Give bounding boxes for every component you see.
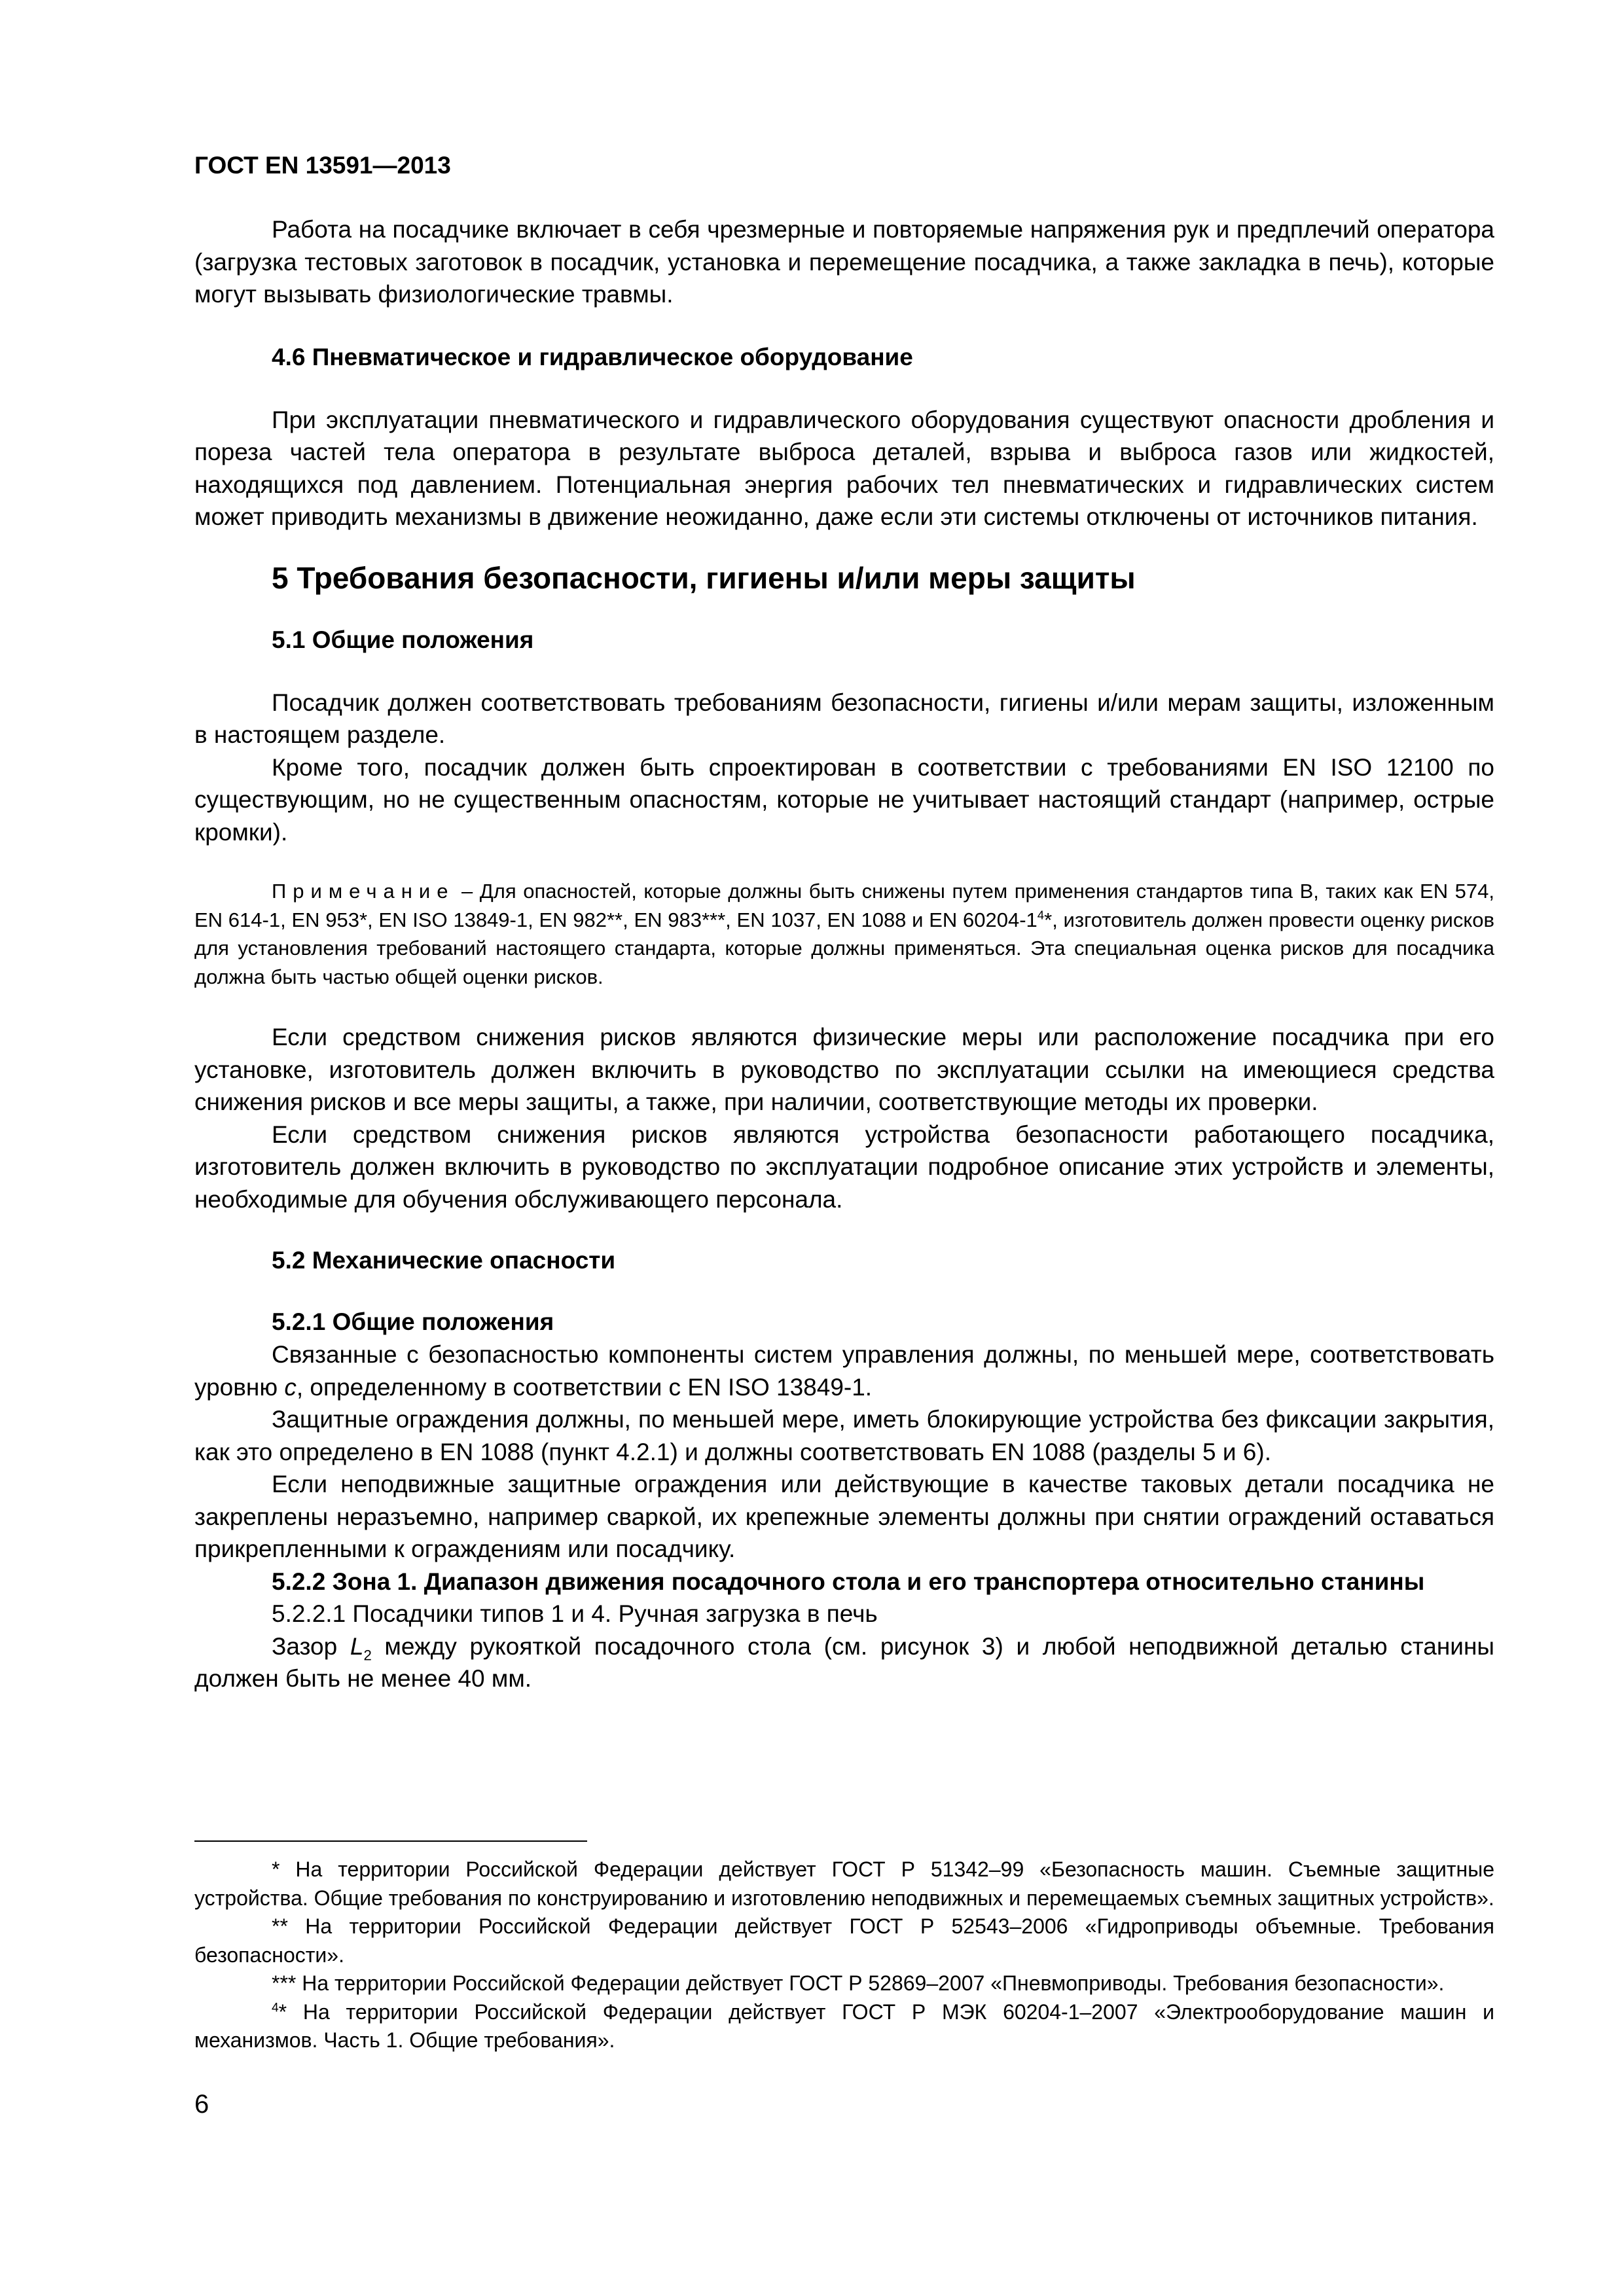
paragraph-text: между рукояткой посадочного стола (см. рисунок 3) и любой неподвижной деталью станины должен быть не менее 40 мм. [194, 1632, 1494, 1692]
paragraph: Защитные ограждения должны, по меньшей мере, иметь блокирующие устройства без фиксации закрытия, как это определено в EN 1088 (пункт 4.2.1) и должны соответствовать EN 1088 (разделы 5 и 6). [194, 1406, 1494, 1465]
paragraph: Кроме того, посадчик должен быть спроектирован в соответствии с требованиями EN ISO 12100 по существующим, но не существенным опасностям, которые не учитывает настоящий стандарт (например, острые кромки). [194, 753, 1494, 846]
section-heading-5-2-2: 5.2.2 Зона 1. Диапазон движения посадочного стола и его транспортера относительно станины [272, 1568, 1425, 1595]
paragraph-text: Связанные с безопасностью компоненты систем управления должны, по меньшей мере, соответствовать уровню [194, 1341, 1494, 1401]
paragraph [194, 1338, 1494, 1403]
paragraph: Работа на посадчике включает в себя чрезмерные и повторяемые напряжения рук и предплечий оператора (загрузка тестовых заготовок в посадчик, установка и перемещение посадчика, а также закладка в печь), которые могут вызывать физиологические травмы. [194, 216, 1494, 308]
page-number: 6 [194, 2090, 209, 2119]
section-heading-5-2: 5.2 Механические опасности [272, 1247, 616, 1274]
footnotes [194, 1856, 1494, 2055]
footnote: *** На территории Российской Федерации действует ГОСТ Р 52869–2007 «Пневмоприводы. Требования безопасности». [272, 1971, 1445, 1995]
note-superscript: 4 [1037, 908, 1045, 922]
paragraph: Если средством снижения рисков являются устройства безопасности работающего посадчика, изготовитель должен включить в руководство по эксплуатации подробное описание этих устройств и элементы, необходимые для обучения обслуживающего персонала. [194, 1121, 1494, 1213]
note-paragraph [194, 877, 1494, 991]
section-heading-5-1: 5.1 Общие положения [272, 626, 534, 653]
paragraph: Посадчик должен соответствовать требованиям безопасности, гигиены и/или мерам защиты, изложенным в настоящем разделе. [194, 689, 1494, 748]
paragraph: Если неподвижные защитные ограждения или действующие в качестве таковых детали посадчика не закреплены неразъемно, например сваркой, их крепежные элементы должны при снятии ограждений оставаться прикрепленными к ограждениям или посадчику. [194, 1471, 1494, 1562]
footnote: ** На территории Российской Федерации действует ГОСТ Р 52543–2006 «Гидроприводы объемные. Требования безопасности». [194, 1914, 1494, 1967]
paragraph [194, 1630, 1494, 1695]
note-text: – Для опасностей, которые должны быть снижены путем применения стандартов типа В, таких как EN 574, EN 614-1, EN 953*, EN ISO 13849-1, EN 982**, EN 983***, EN 1037, EN 1088 и EN 60204-1 [194, 880, 1494, 931]
paragraph: Если средством снижения рисков являются физические меры или расположение посадчика при его установке, изготовитель должен включить в руководство по эксплуатации ссылки на имеющиеся средства снижения рисков и все меры защиты, а также, при наличии, соответствующие методы их проверки. [194, 1024, 1494, 1115]
section-heading-4-6: 4.6 Пневматическое и гидравлическое оборудование [272, 343, 913, 370]
paragraph: При эксплуатации пневматического и гидравлического оборудования существуют опасности дробления и пореза частей тела оператора в результате выброса деталей, взрыва и выброса газов или жидкостей, находящихся под давлением. Потенциальная энергия рабочих тел пневматических и гидравлических систем может приводить механизмы в движение неожиданно, даже если эти системы отключены от источников питания. [194, 406, 1494, 530]
paragraph-text: , определенному в соответствии с EN ISO 13849-1. [296, 1373, 873, 1401]
footnote-superscript: 4 [272, 2000, 279, 2015]
page-body [194, 149, 1494, 1695]
footnote [194, 1998, 1494, 2055]
footnote: * На территории Российской Федерации действует ГОСТ Р 51342–99 «Безопасность машин. Съемные защитные устройства. Общие требования по конструированию и изготовлению неподвижных и перемещаемых съемных защитных устройств». [194, 1857, 1494, 1910]
paragraph: 5.2.2.1 Посадчики типов 1 и 4. Ручная загрузка в печь [272, 1600, 878, 1627]
note-text-continued: *, изготовитель должен провести оценку рисков для установления требований настоящего стандарта, которые должны применяться. Эта специальная оценка рисков для посадчика должна быть частью общей оценки рисков. [194, 908, 1494, 988]
document-header: ГОСТ EN 13591—2013 [194, 152, 451, 179]
section-heading-5: 5 Требования безопасности, гигиены и/или меры защиты [272, 560, 1136, 595]
variable-L: L [350, 1632, 364, 1660]
variable-c: c [284, 1373, 297, 1401]
section-heading-5-2-1: 5.2.1 Общие положения [272, 1308, 554, 1335]
paragraph-text: Зазор [272, 1632, 350, 1660]
footnote-text: * На территории Российской Федерации действует ГОСТ Р МЭК 60204-1–2007 «Электрооборудование машин и механизмов. Часть 1. Общие требования». [194, 2000, 1494, 2052]
variable-subscript: 2 [363, 1646, 372, 1663]
note-label: Примечание [272, 880, 455, 903]
footnote-separator [194, 1840, 587, 1842]
